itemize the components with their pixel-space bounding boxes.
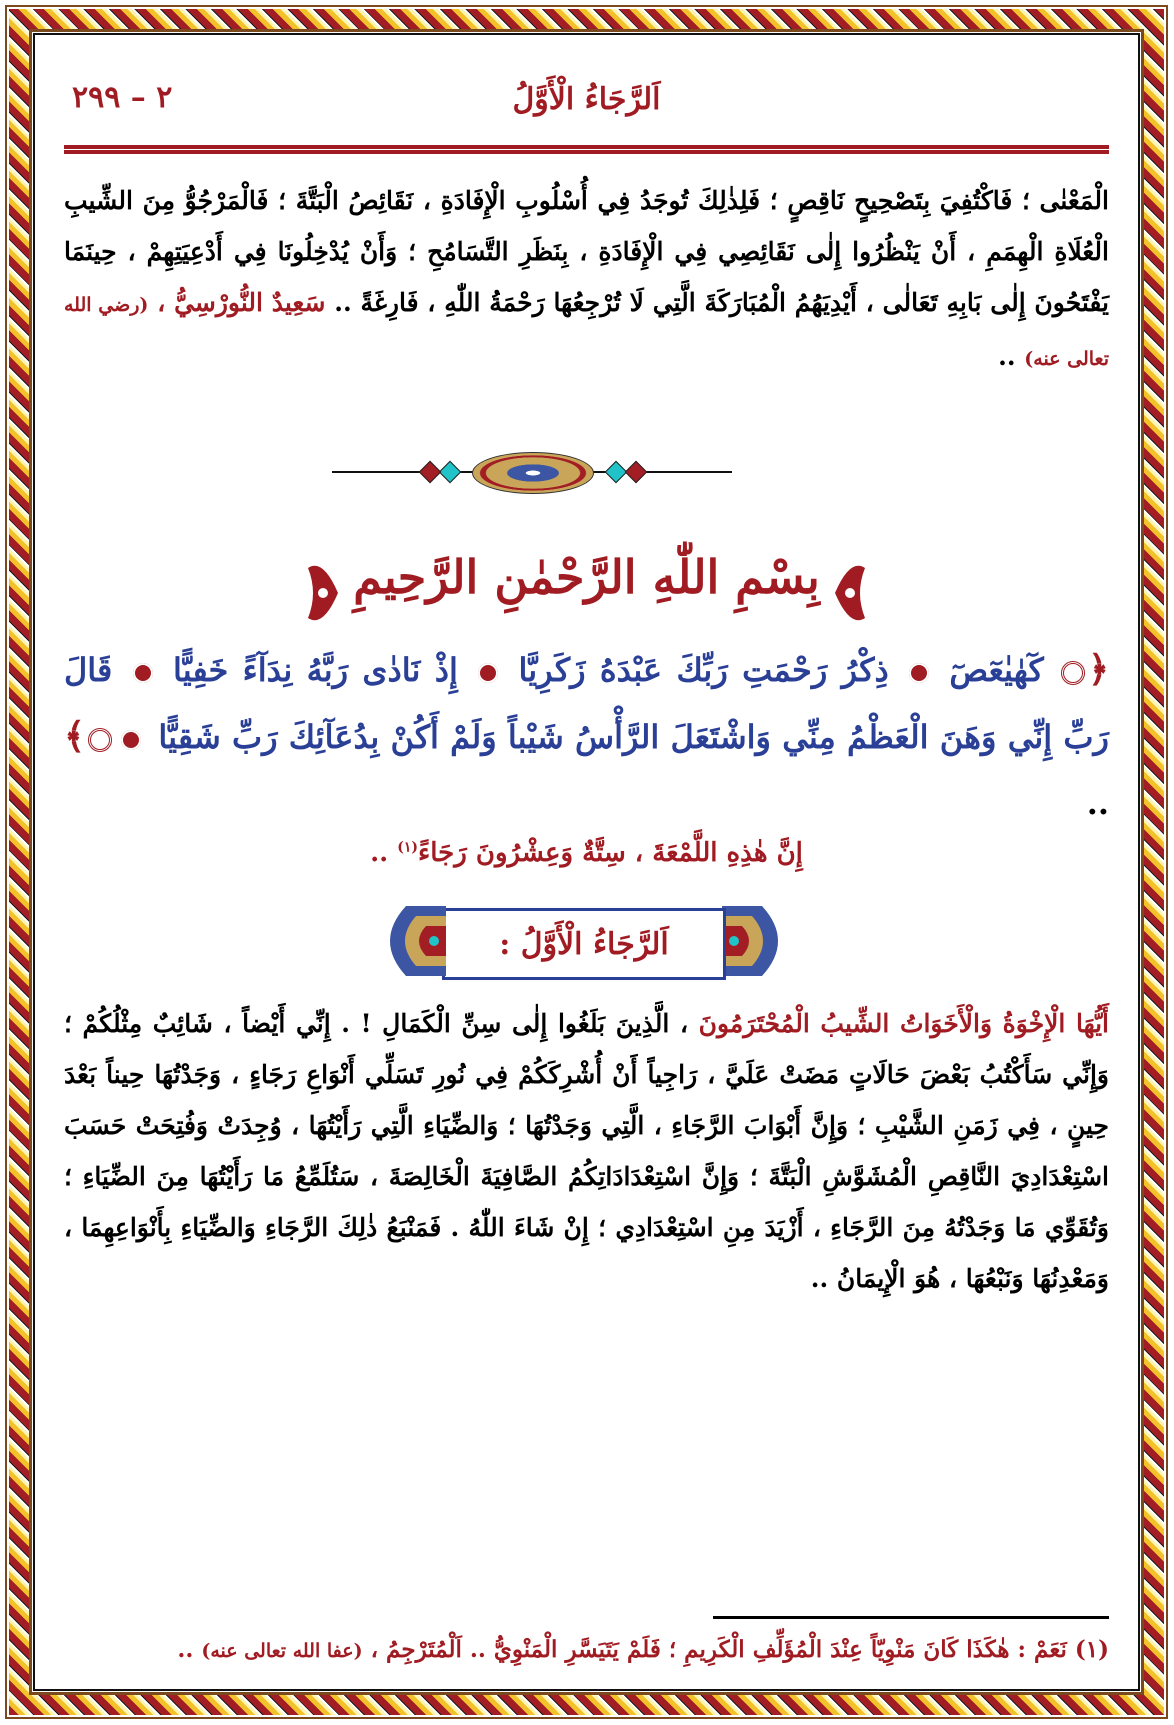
paragraph-end: ..: [998, 342, 1025, 371]
verse-end-marker-icon: [121, 730, 141, 750]
divider-bud-icon: [419, 461, 442, 484]
paragraph-first-hope: [64, 998, 1109, 1304]
running-title: اَلرَّجَاءُ الْأَوَّلُ: [512, 82, 661, 117]
verse-3: إِذْ نَادٰى رَبَّهُ نِدَآءً خَفِيًّا: [172, 651, 458, 689]
honorific-ligature: (عفا الله تعالى عنه): [201, 1640, 363, 1662]
rosette-icon: [88, 728, 112, 752]
section-heading-cartouche: [374, 900, 794, 980]
footnote-text: (١) نَعَمْ : هٰكَذَا كَانَ مَنْوِيّاً عِنْدَ الْمُؤَلِّفِ الْكَرِيمِ ؛ فَلَمْ يَتَيَسَّرِ الْمَنْوِيُّ .. اَلْمُتَرْجِمُ ،: [370, 1636, 1109, 1663]
verse-1: كٓهٰيٰعٓصٓ: [949, 651, 1044, 689]
paragraph-text: الْمَعْنٰى ؛ فَاكْتُفِيَ بِتَصْحِيحٍ نَاقِصٍ ؛ فَلِذٰلِكَ تُوجَدُ فِي أُسْلُوبِ الْإِفَادَةِ ، نَقَائِصُ الْبَتَّةَ ؛ فَالْمَرْجُوُّ مِنَ الشِّيبِ الْعُلَاةِ الْهِمَمِ ، أَنْ يَنْظُرُوا إِلٰى نَقَائِصِي فِي الْإِفَادَةِ ، بِنَظَرِ التَّسَامُحِ ؛ وَأَنْ يُدْخِلُونَا فِي أَدْعِيَتِهِمْ ، حِينَمَا يَفْتَحُونَ إِلٰى بَابِهِ تَعَالٰى ، أَيْدِيَهُمُ الْمُبَارَكَةَ الَّتِي لَا تُرْجِعُهَا رَحْمَةُ اللّٰهِ ، فَارِغَةً ..: [64, 186, 1109, 317]
header-double-rule: [64, 145, 1109, 154]
verse-4: قَالَ رَبِّ إِنِّي وَهَنَ الْعَظْمُ مِنِّي وَاشْتَعَلَ الرَّأْسُ شَيْباً وَلَمْ أَكُنْ بِدُعَآئِكَ رَبِّ شَقِيًّا: [64, 651, 1110, 756]
floral-ornament-icon: [830, 558, 870, 628]
honorific-ligature: (رضي الله تعالى عنه): [64, 294, 1109, 370]
illuminated-cap-icon: [722, 904, 794, 978]
page-content: [64, 80, 1110, 1663]
verse-end-marker-icon: [909, 663, 929, 683]
quran-verses: [64, 636, 1109, 836]
intro-line: إِنَّ هٰذِهِ اللَّمْعَةَ ، سِتَّةٌ وَعِشْرُونَ رَجَاءً$^{(١)}$ ..: [370, 838, 803, 868]
paragraph-text: ، الَّذِينَ بَلَغُوا إِلٰى سِنِّ الْكَمَالِ ! . إِنِّي أَيْضاً ، شَائِبٌ مِثْلُكُمْ ؛ وَإِنِّي سَأَكْتُبُ بَعْضَ حَالَاتٍ مَضَتْ عَلَيَّ ، رَاجِياً أَنْ أُشْرِكَكُمْ فِي نُورِ تَسَلِّي أَنْوَاعِ رَجَاءٍ ، وَجَدْتُهَا حِيناً بَعْدَ حِينٍ ، فِي زَمَنِ الشَّيْبِ ؛ وَإِنَّ أَبْوَابَ الرَّجَاءِ ، الَّتِي وَجَدْتُهَا ؛ وَالضِّيَاءِ الَّتِي رَأَيْتُهَا ، وُجِدَتْ وَفُتِحَتْ حَسَبَ اسْتِعْدَادِيَ النَّاقِصِ الْمُشَوَّشِ الْبَتَّةَ ؛ وَإِنَّ اسْتِعْدَادَاتِكُمُ الصَّافِيَةَ الْخَالِصَةَ ، سَتُلَمِّعُ مَا رَأَيْتُهَا مِنَ الضِّيَاءِ ؛ وَتُقَوِّي مَا وَجَدْتُهُ مِنَ الرَّجَاءِ ، أَزْيَدَ مِنِ اسْتِعْدَادِي ؛ إِنْ شَاءَ اللّٰهُ . فَمَنْبَعُ ذٰلِكَ الرَّجَاءِ وَالضِّيَاءِ بِأَنْوَاعِهِمَا ، وَمَعْدِنُهَا وَنَبْعُهَا ، هُوَ الْإِيمَانُ ..: [64, 1009, 1109, 1293]
verse-2: ذِكْرُ رَحْمَتِ رَبِّكَ عَبْدَهُ زَكَرِيَّا: [518, 651, 889, 689]
quran-close-bracket: ﴾: [64, 715, 86, 757]
basmala-calligraphy: بِسْمِ اللّٰهِ الرَّحْمٰنِ الرَّحِيمِ: [303, 550, 870, 604]
verse-end-marker-icon: [133, 663, 153, 683]
footnote: (١) نَعَمْ : هٰكَذَا كَانَ مَنْوِيّاً عِنْدَ الْمُؤَلِّفِ الْكَرِيمِ ؛ فَلَمْ يَتَيَسَّرِ الْمَنْوِيُّ .. اَلْمُتَرْجِمُ ، (عفا الله تعالى عنه) ..: [177, 1636, 1109, 1663]
quran-open-bracket: ﴿: [1088, 648, 1110, 690]
address-highlight: أَيُّهَا الْإِخْوَةُ وَالْأَخَوَاتُ الشِّيبُ الْمُحْتَرَمُونَ: [698, 1009, 1109, 1038]
verse-end-marker-icon: [478, 663, 498, 683]
paragraph-continuation: [64, 175, 1109, 385]
rosette-icon: [1061, 661, 1085, 685]
basmala: [64, 550, 1109, 604]
divider-bud-icon: [439, 461, 462, 484]
page-number: ٢ – ٢٩٩: [72, 80, 173, 115]
page-header: [64, 80, 1109, 130]
illuminated-cap-icon: [374, 904, 446, 978]
section-title: اَلرَّجَاءُ الْأَوَّلُ :: [442, 908, 726, 980]
arabesque-medallion-icon: [472, 452, 594, 494]
footnote-separator: [713, 1616, 1109, 1619]
floral-ornament-icon: [303, 558, 343, 628]
author-signature: سَعِيدٌ النُّورْسِيُّ ،: [157, 288, 326, 317]
footnote-reference[interactable]: (١): [397, 839, 419, 856]
ornamental-divider: [332, 452, 732, 492]
quran-trailing: ..: [1086, 784, 1109, 822]
divider-bud-icon: [625, 461, 648, 484]
